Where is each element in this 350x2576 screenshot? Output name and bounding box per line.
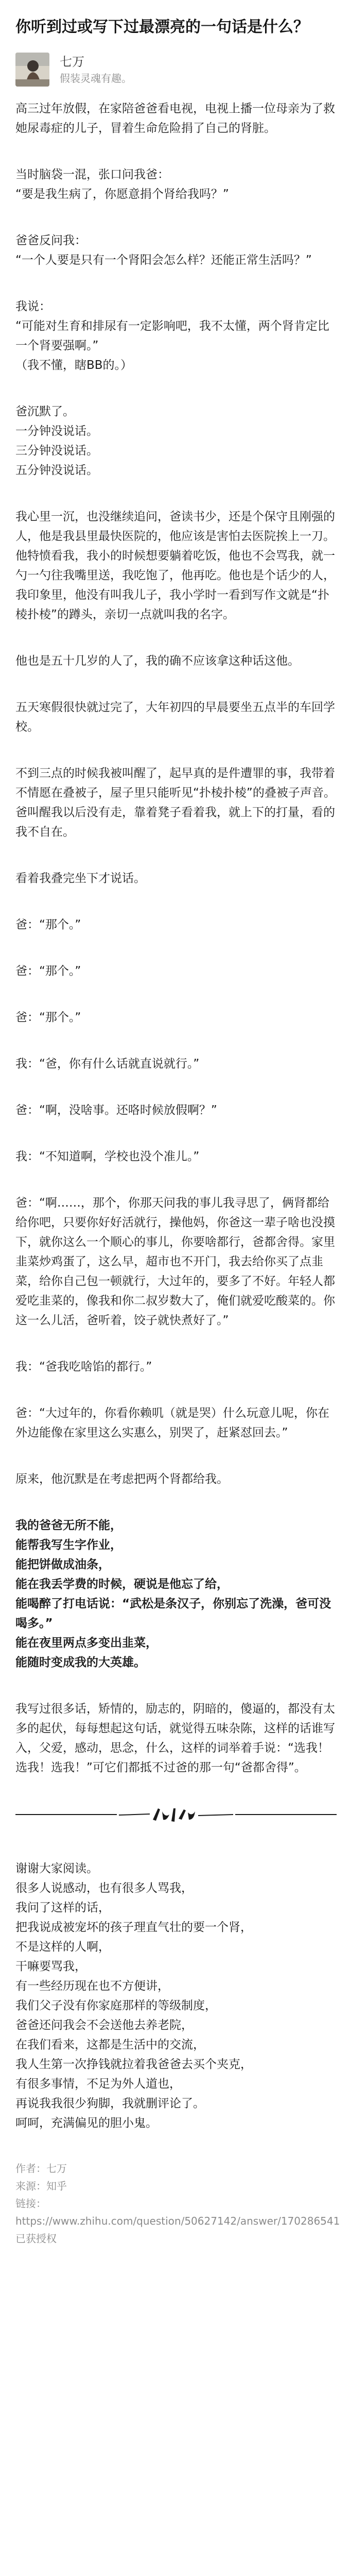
brush-stroke-divider — [15, 1804, 337, 1825]
answer-paragraphs-top — [15, 99, 337, 1489]
paragraph-line: 五分钟没说话。 — [15, 464, 98, 477]
paragraph-line: 我：“不知道啊，学校也没个准儿。” — [15, 1150, 200, 1163]
author-avatar[interactable] — [15, 53, 49, 87]
bold-paragraph — [15, 1516, 337, 1672]
avatar-image-icon — [15, 53, 49, 87]
paragraph-line: 爸：“大过年的，你看你赖叽（就是哭）什么玩意儿呢，你在外边能像在家里这么实惠么，别哭了，赶紧怼回去。” — [15, 1406, 329, 1439]
paragraph-line: 爸爸还问我会不会送他去养老院， — [15, 2019, 193, 2032]
paragraph-line: 爸：“那个。” — [15, 1011, 81, 1024]
bold-line: 能喝醉了打电话说：“武松是条汉子，你别忘了洗澡，爸可没喝多。” — [15, 1597, 331, 1630]
paragraph — [15, 915, 337, 935]
paragraph-line: 爸沉默了。 — [15, 405, 75, 418]
author-bio: 假装灵魂有趣。 — [60, 72, 132, 84]
footer-authorized: 已获授权 — [15, 2232, 57, 2245]
paragraph — [15, 402, 337, 480]
paragraph-line: 我们父子没有你家庭那样的等级制度， — [15, 1999, 217, 2012]
paragraph-line: “一个人要是只有一个肾阳会怎么样？还能正常生活吗？” — [15, 253, 312, 267]
author-row[interactable] — [0, 39, 350, 87]
paragraph-line: 谢谢大家阅读。 — [15, 1862, 98, 1875]
paragraph — [15, 1403, 337, 1443]
paragraph — [15, 165, 337, 204]
paragraph — [15, 1100, 337, 1120]
question-title[interactable]: 你听到过或写下过最漂亮的一句话是什么？ — [15, 18, 309, 36]
paragraph — [15, 1699, 337, 1777]
paragraph — [15, 297, 337, 375]
paragraph — [15, 698, 337, 737]
paragraph — [15, 961, 337, 981]
paragraph-line: 爸：“那个。” — [15, 918, 81, 931]
answer-paragraphs-bottom — [15, 1859, 337, 2133]
paragraph-line: 再说我我很少狗脚，我就删评论了。 — [15, 2097, 205, 2110]
answer-body — [0, 87, 350, 2247]
paragraph-line: “要是我生病了，你愿意捐个肾给我吗？” — [15, 188, 229, 201]
paragraph-line: 我心里一沉，也没继续追问，爸读书少，还是个保守且刚强的人，他是我县里最快医院的，他应该是害怕去医院挨上一刀。他特愤看我，我小的时候想要躺着吃饭，他也不会骂我，就一勺一勺往我嘴里送，我吃饱了，他再吃。他也是个话少的人，我印象里，他没有叫我儿子，我小学时一看到写作文就是“扑棱扑棱”的蹲头，亲切一点就叫我的名字。 — [15, 510, 335, 621]
paragraph-line: 我说： — [15, 300, 51, 313]
paragraph-line: 三分钟没说话。 — [15, 444, 98, 457]
paragraph-line: 一分钟没说话。 — [15, 425, 98, 438]
bold-line: 能随时变成我的大英雄。 — [15, 1656, 146, 1669]
paragraph-line: 当时脑袋一混，张口问我爸： — [15, 168, 169, 181]
paragraph — [15, 1357, 337, 1377]
bold-line: 能帮我写生字作业， — [15, 1538, 122, 1552]
paragraph-line: 爸：“啊……，那个，你那天问我的事儿我寻思了，俩肾都给给你吧，只要你好好活就行，操他妈，你爸这一辈子啥也没摸下，就你这么一个顺心的事儿，你要啥都行，爸都舍得。家里韭菜炒鸡蛋了，这么早，超市也不开门，我去给你买了点韭菜，给你自己包一顿就行，大过年的，要多了不好。年轻人都爱吃韭菜的，像我和你二叔岁数大了，俺们就爱吃酸菜的。你这一么儿活，爸听着，饺子就快煮好了。” — [15, 1196, 335, 1327]
bold-line: 能在夜里两点多变出韭菜， — [15, 1636, 157, 1650]
paragraph-line: 他也是五十几岁的人了，我的确不应该拿这种话这他。 — [15, 654, 300, 668]
paragraph — [15, 651, 337, 671]
footer-source: 来源：知乎 — [15, 2180, 67, 2192]
paragraph — [15, 869, 337, 888]
paragraph-line: 我人生第一次挣钱就拉着我爸爸去买个夹克， — [15, 2058, 252, 2071]
paragraph — [15, 1147, 337, 1166]
paragraph-line: 干嘛要骂我， — [15, 1960, 86, 1973]
paragraph-line: 我：“爸我吃啥馅的都行。” — [15, 1360, 152, 1374]
answer-footer — [15, 2160, 340, 2247]
footer-author: 作者：七万 — [15, 2162, 67, 2175]
paragraph-line: （我不懂，瞎BB的。） — [15, 359, 133, 372]
paragraph — [15, 1054, 337, 1074]
divider-line-left — [15, 1814, 117, 1815]
paragraph — [15, 764, 337, 842]
divider-line-right — [235, 1814, 337, 1815]
paragraph-line: 不是这样的人啊， — [15, 1940, 110, 1954]
brush-stroke-icon — [117, 1804, 235, 1825]
bold-line: 我的爸爸无所不能， — [15, 1519, 122, 1532]
bold-line: 能把饼做成油条， — [15, 1558, 110, 1571]
paragraph — [15, 1859, 337, 2133]
bold-line: 能在我丢学费的时候，硬说是他忘了给， — [15, 1578, 229, 1591]
paragraph-line: 五天寒假很快就过完了，大年初四的早晨要坐五点半的车回学校。 — [15, 701, 335, 734]
paragraph-line: 爸爸反问我： — [15, 234, 86, 247]
paragraph-line: 有很多事情，不足为外人道也， — [15, 2077, 181, 2091]
paragraph — [15, 231, 337, 270]
paragraph-line: 我写过很多话，矫情的，励志的，阴暗的，傻逼的，都没有太多的起伏，每每想起这句话，就觉得五味杂陈，这样的话谁写入，父爱，感动，思念，什么，这样的词举着手说：“选我！选我！选我！”可它们都抵不过爸的那一句“爸都舍得”。 — [15, 1702, 335, 1774]
answer-bold-block — [15, 1516, 337, 1672]
paragraph — [15, 1193, 337, 1330]
paragraph — [15, 1008, 337, 1027]
paragraph-line: 不到三点的时候我被叫醒了，起早真的是件遭罪的事，我带着不情愿在叠被子，屋子里只能听见“扑棱扑棱”的叠被子声音。爸叫醒我以后没有走，靠着凳子看着我，就上下的打量，看的我不自在。 — [15, 767, 336, 839]
paragraph-line: 看着我叠完坐下才说话。 — [15, 872, 146, 885]
paragraph — [15, 99, 337, 138]
paragraph-line: 原来，他沉默是在考虑把两个肾都给我。 — [15, 1472, 229, 1486]
answer-paragraphs-mid — [15, 1699, 337, 1777]
footer-link[interactable]: 链接：https://www.zhihu.com/question/50627142/answer/170286541 — [15, 2197, 340, 2227]
paragraph — [15, 507, 337, 624]
paragraph-line: 我问了这样的话， — [15, 1901, 110, 1914]
paragraph-line: 有一些经历现在也不方便讲， — [15, 1979, 169, 1993]
paragraph-line: “可能对生育和排尿有一定影响吧，我不太懂，两个肾肯定比一个肾要强啊。” — [15, 319, 329, 352]
paragraph-line: 爸：“那个。” — [15, 964, 81, 978]
paragraph-line: 在我们看来，这都是生活中的交流， — [15, 2038, 205, 2052]
paragraph-line: 爸：“啊，没啥事。还咯时候放假啊？” — [15, 1104, 217, 1117]
paragraph — [15, 1469, 337, 1489]
paragraph-line: 高三过年放假，在家陪爸爸看电视，电视上播一位母亲为了救她尿毒症的儿子，冒着生命危险捐了自己的肾脏。 — [15, 102, 335, 135]
paragraph-line: 呵呵，充满偏见的胆小鬼。 — [15, 2116, 157, 2130]
author-name[interactable]: 七万 — [60, 55, 84, 69]
paragraph-line: 我：“爸，你有什么话就直说就行。” — [15, 1057, 200, 1071]
paragraph-line: 把我说成被宠坏的孩子理直气壮的要一个肾， — [15, 1921, 252, 1934]
paragraph-line: 很多人说感动，也有很多人骂我， — [15, 1882, 193, 1895]
